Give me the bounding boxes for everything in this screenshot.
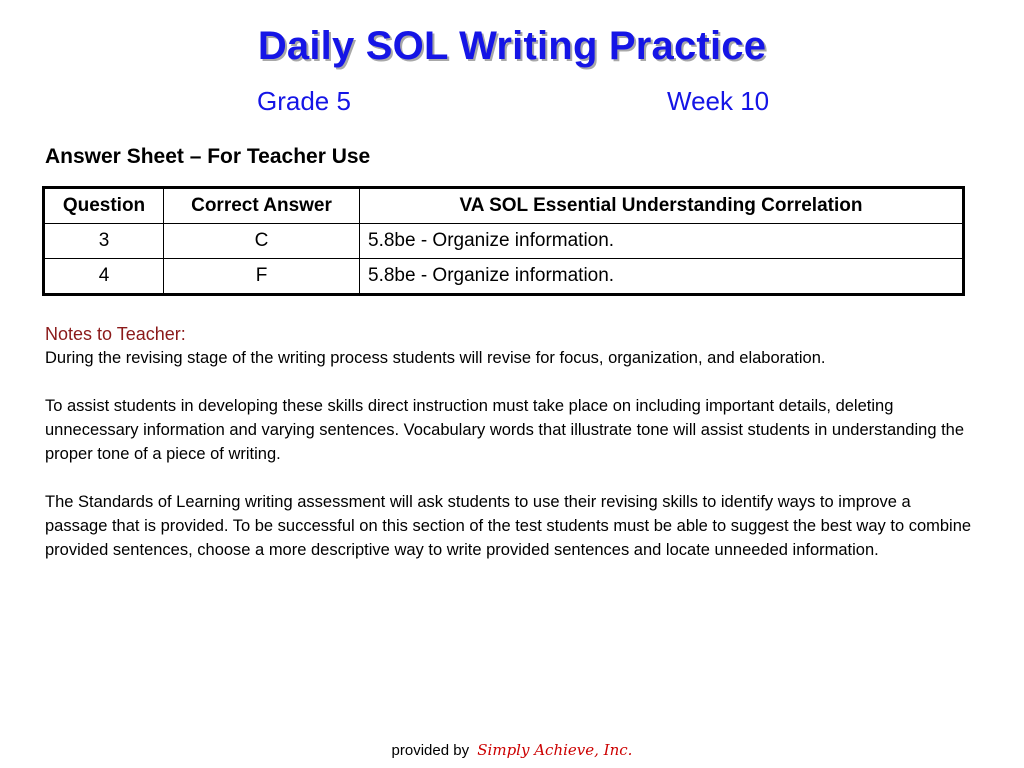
notes-paragraph: To assist students in developing these skills direct instruction must take place on including important details, deleting unnecessary information and varying sentences. Vocabulary words that illustrate tone will assist students in understanding the proper tone of a piece of writing. bbox=[45, 397, 965, 463]
teacher-notes bbox=[45, 322, 975, 586]
correlation-cell: 5.8be - Organize information. bbox=[360, 224, 964, 259]
grade-label: Grade 5 bbox=[257, 86, 351, 116]
question-cell: 3 bbox=[44, 224, 164, 259]
answer-cell: F bbox=[164, 259, 360, 295]
correlation-cell: 5.8be - Organize information. bbox=[360, 259, 964, 295]
brand-name: Simply Achieve, Inc. bbox=[477, 741, 633, 759]
column-header-question: Question bbox=[44, 188, 164, 224]
column-header-correct-answer: Correct Answer bbox=[164, 188, 360, 224]
table-row bbox=[44, 259, 964, 295]
notes-label: Notes to Teacher: bbox=[45, 324, 186, 344]
notes-paragraph: The Standards of Learning writing assessment will ask students to use their revising skills to identify ways to improve a passage that is provided. To be successful on this section of the test students must be able to suggest the best way to combine provided sentences, choose a more descriptive way to write provided sentences and locate unneeded information. bbox=[45, 493, 972, 559]
page-title: Daily SOL Writing Practice bbox=[257, 24, 767, 68]
week-label: Week 10 bbox=[667, 86, 770, 116]
answer-table bbox=[42, 186, 965, 296]
table-row bbox=[44, 224, 964, 259]
footer-prefix: provided by bbox=[391, 742, 470, 759]
question-cell: 4 bbox=[44, 259, 164, 295]
footer-credit bbox=[0, 741, 1024, 759]
column-header-correlation: VA SOL Essential Understanding Correlation bbox=[360, 188, 964, 224]
answer-cell: C bbox=[164, 224, 360, 259]
notes-paragraph: During the revising stage of the writing process students will revise for focus, organization, and elaboration. bbox=[45, 349, 826, 367]
answer-sheet-heading: Answer Sheet – For Teacher Use bbox=[45, 145, 371, 168]
table-header-row bbox=[44, 188, 964, 224]
